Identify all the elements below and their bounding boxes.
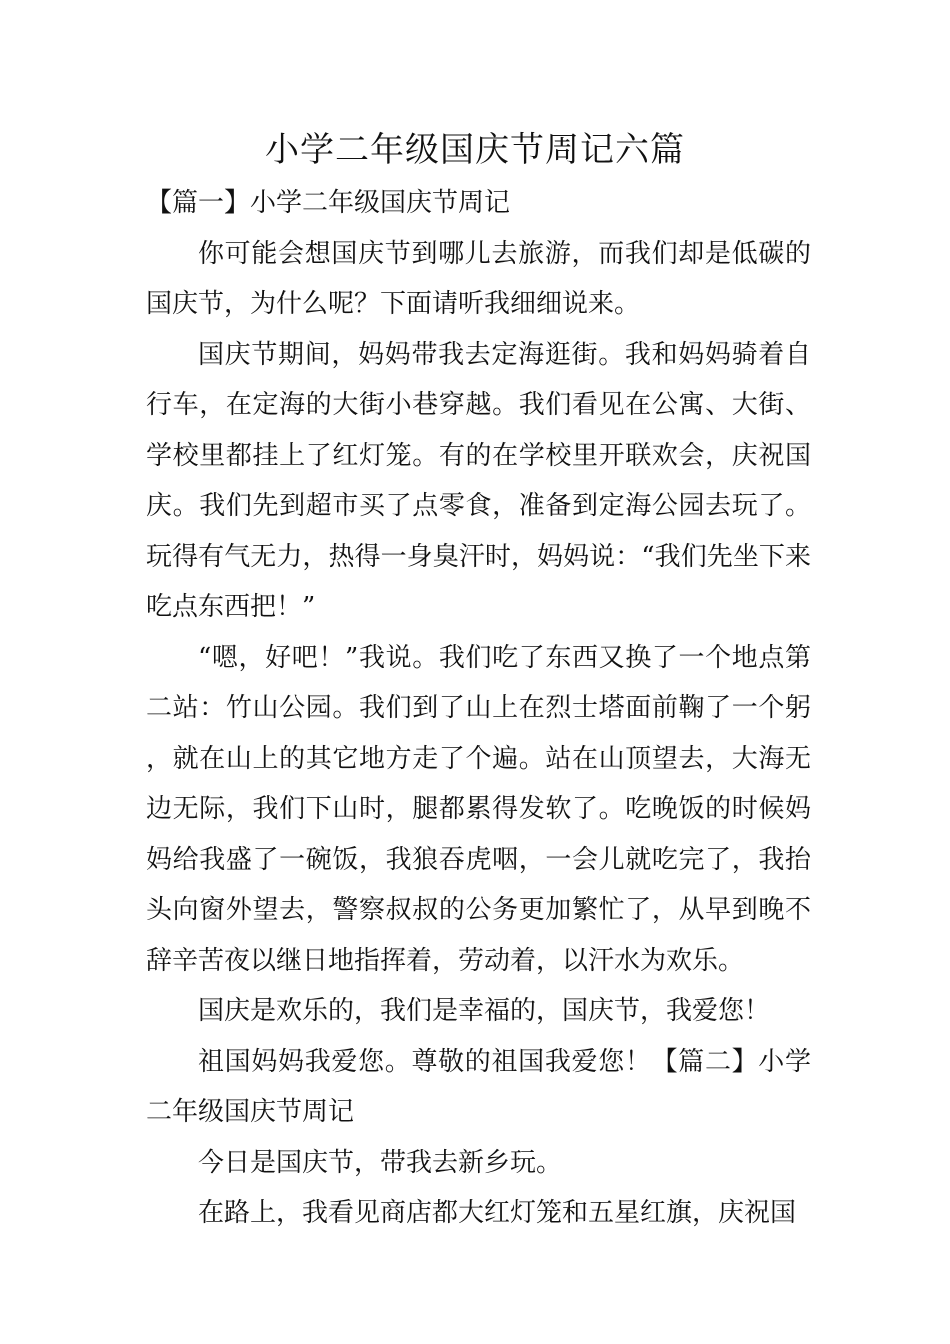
paragraph: 你可能会想国庆节到哪儿去旅游，而我们却是低碳的国庆节，为什么呢？下面请听我细细说来。 xyxy=(146,238,811,319)
section-heading: 【篇一】小学二年级国庆节周记 xyxy=(146,188,511,218)
paragraph: 在路上，我看见商店都大红灯笼和五星红旗，庆祝国 xyxy=(198,1198,797,1228)
paragraph: 祖国妈妈我爱您。尊敬的祖国我爱您！【篇二】小学二年级国庆节周记 xyxy=(146,1046,811,1127)
paragraph: 国庆节期间，妈妈带我去定海逛街。我和妈妈骑着自行车，在定海的大街小巷穿越。我们看见在公寓、大街、学校里都挂上了红灯笼。有的在学校里开联欢会，庆祝国庆。我们先到超市买了点零食，准备到定海公园去玩了。玩得有气无力，热得一身臭汗时，妈妈说：“我们先坐下来吃点东西把！” xyxy=(146,339,811,622)
document-title: 小学二年级国庆节周记六篇 xyxy=(265,130,685,170)
document-body xyxy=(146,178,811,1239)
paragraph: 国庆是欢乐的，我们是幸福的，国庆节，我爱您！ xyxy=(198,996,771,1026)
paragraph: 今日是国庆节，带我去新乡玩。 xyxy=(198,1147,563,1178)
paragraph: “嗯，好吧！”我说。我们吃了东西又换了一个地点第二站：竹山公园。我们到了山上在烈士塔面前鞠了一个躬，就在山上的其它地方走了个遍。站在山顶望去，大海无边无际，我们下山时，腿都累得发软了。吃晚饭的时候妈妈给我盛了一碗饭，我狼吞虎咽，一会儿就吃完了，我抬头向窗外望去，警察叔叔的公务更加繁忙了，从早到晚不辞辛苦夜以继日地指挥着，劳动着，以汗水为欢乐。 xyxy=(146,642,811,976)
